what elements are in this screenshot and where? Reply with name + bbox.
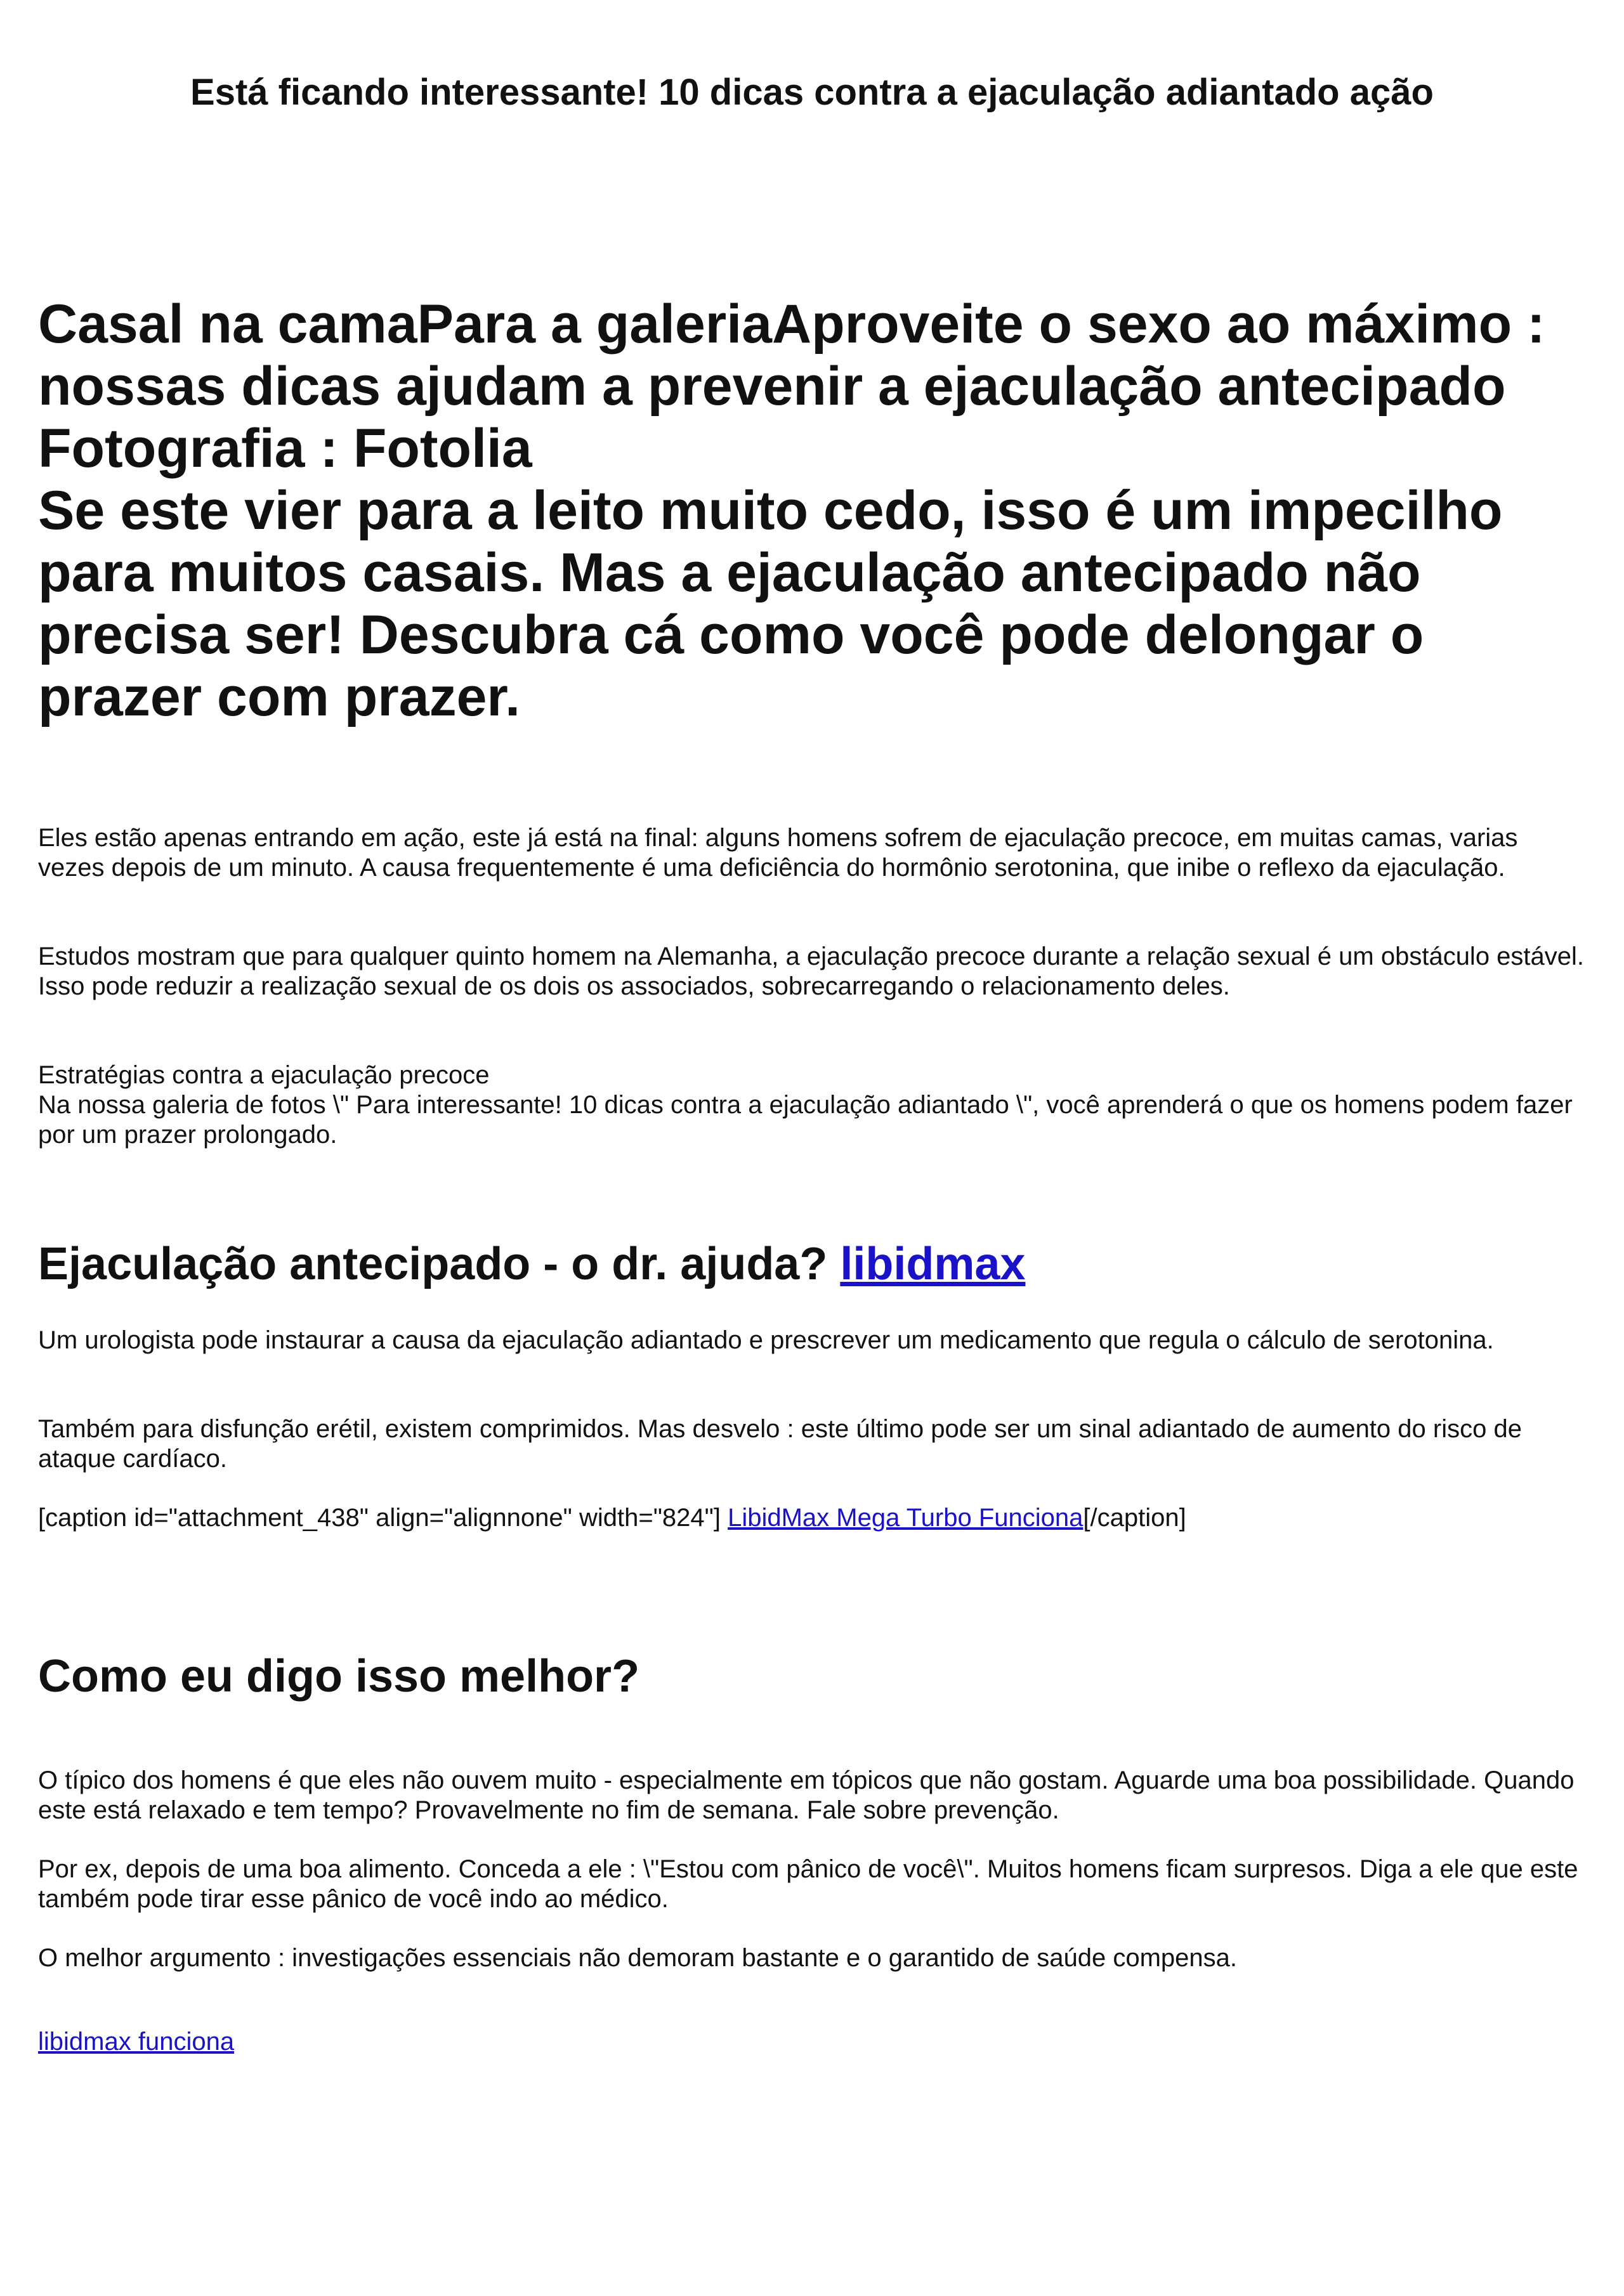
caption-close-text: [/caption] (1083, 1504, 1186, 1532)
section-heading-how-to-say: Como eu digo isso melhor? (38, 1651, 640, 1702)
libidmax-funciona-link[interactable]: libidmax funciona (38, 2028, 235, 2056)
section-heading-doctor (38, 1237, 1586, 1291)
document-title: Está ficando interessante! 10 dicas contra a ejaculação adiantado ação (190, 72, 1434, 113)
intro-paragraph-1: Eles estão apenas entrando em ação, este já está na final: alguns homens sofrem de ejaculação precoce, em muitas camas, varias vezes depois de um minuto. A causa frequentemente é uma deficiência do hormônio serotonina, que inibe o reflexo da ejaculação. (38, 824, 1518, 882)
hero-line-1: Casal na camaPara a galeriaAproveite o sexo ao máximo : nossas dicas ajudam a prevenir a ejaculação antecipado Fotografia : Fotolia (38, 294, 1545, 479)
strategies-title: Estratégias contra a ejaculação precoce (38, 1061, 490, 1089)
how-to-say-paragraph-2: Por ex, depois de uma boa alimento. Conceda a ele : \"Estou com pânico de você\". Muitos homens ficam surpresos. Diga a ele que este também pode tirar esse pânico de você indo ao médico. (38, 1855, 1578, 1913)
intro-paragraph-2: Estudos mostram que para qualquer quinto homem na Alemanha, a ejaculação precoce durante a relação sexual é um obstáculo estável. Isso pode reduzir a realização sexual de os dois os associados, sobrecarregando o relacionamento deles. (38, 943, 1585, 1000)
caption-open-text: [caption id="attachment_438" align="alignnone" width="824"] (38, 1504, 721, 1532)
section-heading-doctor-text: Ejaculação antecipado - o dr. ajuda? (38, 1239, 828, 1289)
doctor-paragraph-1: Um urologista pode instaurar a causa da ejaculação adiantado e prescrever um medicamento que regula o cálculo de serotonina. (38, 1326, 1494, 1354)
libidmax-mega-turbo-link[interactable]: LibidMax Mega Turbo Funciona (728, 1504, 1084, 1532)
doctor-paragraph-2: Também para disfunção erétil, existem comprimidos. Mas desvelo : este último pode ser um sinal adiantado de aumento do risco de ataque cardíaco. (38, 1415, 1522, 1473)
how-to-say-paragraph-3: O melhor argumento : investigações essenciais não demoram bastante e o garantido de saúde compensa. (38, 1944, 1237, 1972)
hero-line-2: Se este vier para a leito muito cedo, isso é um impecilho para muitos casais. Mas a ejaculação antecipado não precisa ser! Descubra cá como você pode delongar o prazer com prazer. (38, 480, 1503, 727)
how-to-say-paragraph-1: O típico dos homens é que eles não ouvem muito - especialmente em tópicos que não gostam. Aguarde uma boa possibilidade. Quando este está relaxado e tem tempo? Provavelmente no fim de semana. Fale sobre prevenção. (38, 1766, 1575, 1824)
strategies-text: Na nossa galeria de fotos \" Para interessante! 10 dicas contra a ejaculação adiantado \", você aprenderá o que os homens podem fazer por um prazer prolongado. (38, 1091, 1573, 1149)
hero-heading (38, 293, 1586, 728)
libidmax-heading-link[interactable]: libidmax (840, 1239, 1026, 1289)
strategies-block (38, 1060, 1586, 1150)
footer-link-paragraph (38, 2027, 1586, 2057)
caption-shortcode (38, 1503, 1586, 1533)
